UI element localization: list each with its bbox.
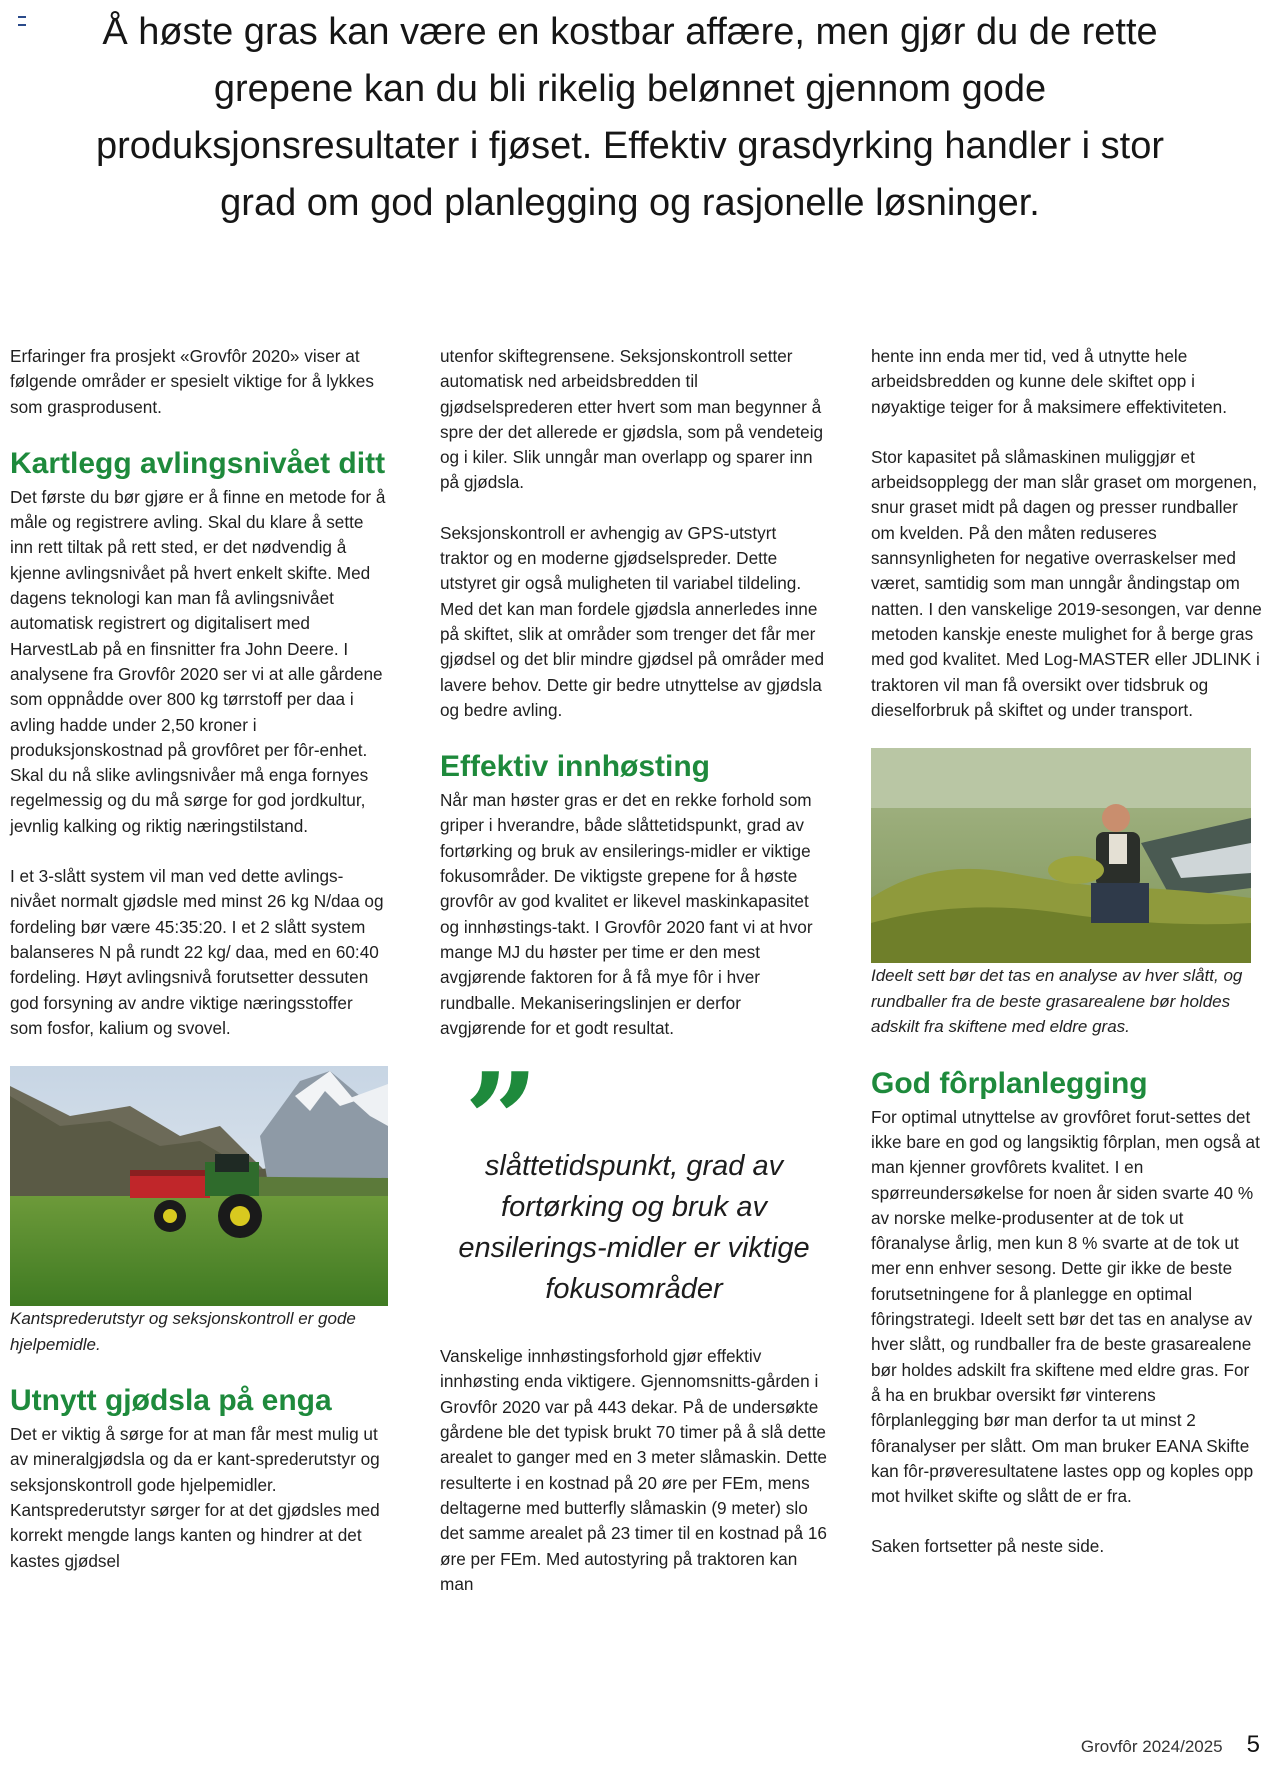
paragraph: Når man høster gras er det en rekke forhold som griper i hverandre, både slåttetidspunkt, grad av fortørking og bruk av ensilerings-midler er viktige fokusområder. De viktigste grepene for å høste grovfôr av god kvalitet er likevel maskinkapasitet og innhøstings-takt. I Grovfôr 2020 fant vi at hvor mange MJ du høster per time er den mest avgjørende faktoren for å få mye fôr i hver rundballe. Mekaniseringslinjen er derfor avgjørende for et godt resultat. — [440, 790, 813, 1038]
pull-quote-text: slåttetidspunkt, grad av fortørking og bruk av ensilerings-midler er viktige fokusområder — [458, 1150, 810, 1306]
intro-lead: Å høste gras kan være en kostbar affære, men gjør du de rette grepene kan du bli rikelig belønnet gjennom gode produksjonsresultater i fjøset. Effektiv grasdyrking handler i stor grad om god planlegging og rasjonelle løsninger. — [96, 11, 1164, 224]
paragraph: Stor kapasitet på slåmaskinen muliggjør et arbeidsopplegg der man slår graset om morgenen, snur graset midt på dagen og presser rundballer om kvelden. På den måten reduseres sannsynligheten for negative overraskelser med været, samtidig som man unngår åndingstap om natten. I den vanskelige 2019-sesongen, var denne metoden kanskje eneste mulighet for å berge gras med god kvalitet. Med Log-MASTER eller JDLINK i traktoren vil man få oversikt over tidsbruk og dieselforbruk på skiftet og under transport. — [871, 446, 1262, 720]
heading-gjodsla: Utnytt gjødsla på enga — [10, 1384, 332, 1418]
paragraph: Det er viktig å sørge for at man får mest mulig ut av mineralgjødsla og da er kant-sprederutstyr og seksjonskontroll gode hjelpemidler. Kantsprederutstyr sørger for at det gjødsles med korrekt mengde langs kanten og hindrer at det kastes gjødsel — [10, 1424, 380, 1571]
paragraph: Det første du bør gjøre er å finne en metode for å måle og registrere avling. Skal du klare å sette inn rett tiltak på rett sted, er det nødvendig å kjenne avlingsnivået på hvert enkelt skifte. Med dagens teknologi kan man få avlingsnivået automatisk registrert og digitalisert med HarvestLab på en finsnitter fra John Deere. I analysene fra Grovfôr 2020 ser vi at alle gårdene som oppnådde over 800 kg tørrstoff per daa i avling hadde under 2,50 kroner i produksjonskostnad på grovfôret per fôr-enhet. Skal du nå slike avlingsnivåer må enga fornyes regelmessig og du må sørge for god jordkultur, jevnlig kalking og riktig næringstilstand. — [10, 486, 386, 836]
paragraph: I et 3-slått system vil man ved dette avlings-nivået normalt gjødsle med minst 26 kg N/daa og fordeling bør være 45:35:20. I et 2 slått system balanseres N på rundt 22 kg/ daa, med en 60:40 fordeling. Høyt avlingsnivå forutsetter dessuten god forsyning av andre viktige næringsstoffer som fosfor, kalium og svovel. — [10, 866, 384, 1038]
intro-paragraph: Erfaringer fra prosjekt «Grovfôr 2020» viser at følgende områder er spesielt viktige for å lykkes som grasprodusent. — [10, 346, 374, 417]
tractor-spreader-photo — [10, 1066, 388, 1306]
column-2 — [440, 344, 828, 1597]
column-3 — [871, 344, 1263, 1560]
paragraph: Seksjonskontroll er avhengig av GPS-utstyrt traktor og en moderne gjødselspreder. Dette utstyret gir også muligheten til variabel tildeling. Med det kan man fordele gjødsla annerledes inne på skiftet, slik at områder som trenger det får mer gjødsel og det blir mindre gjødsel på områder med lavere behov. Dette gir bedre utnyttelse av gjødsla og bedre avling. — [440, 522, 825, 720]
paragraph: hente inn enda mer tid, ved å utnytte hele arbeidsbredden og kunne dele skiftet opp i nøyaktige teiger for å maksimere effektiviteten. — [871, 346, 1228, 417]
heading-innhosting: Effektiv innhøsting — [440, 750, 710, 784]
paragraph: utenfor skiftegrensene. Seksjonskontroll setter automatisk ned arbeidsbredden til gjødselsprederen etter hvert som man begynner å spre der det allerede er gjødsla, som på vendeteig og i kiler. Slik unngår man overlapp og sparer inn på gjødsla. — [440, 346, 824, 493]
quote-mark-icon: ” — [464, 1044, 529, 1198]
photo-caption: Kantsprederutstyr og seksjonskontroll er gode hjelpemidle. — [10, 1309, 356, 1354]
continued-note: Saken fortsetter på neste side. — [871, 1536, 1105, 1557]
farmer-silage-image — [871, 748, 1251, 963]
publication-name: Grovfôr 2024/2025 — [1080, 1737, 1223, 1756]
paragraph: For optimal utnyttelse av grovfôret forut-settes det ikke bare en god og langsiktig fôrplan, men også at man kjenner grovfôrets kvalitet. I en spørreundersøkelse for noen år siden svarte 40 % av norske melke-produsenter at de tok ut fôranalyse årlig, men kun 8 % svarte at de tok ut mer enn enhver sesong. Dette gir ikke de beste forutsetningene for å planlegge en optimal fôringstrategi. Ideelt sett bør det tas en analyse av hver slått, og rundballer fra de beste grasarealene bør holdes adskilt fra skiftene med eldre gras. For å ha en brukbar oversikt før vinterens fôrplanlegging bør man derfor ta ut minst 2 fôranalyser per slått. Om man bruker EANA Skifte kan fôr-prøveresultatene lastes opp og koples opp mot hvilket skifte og slått de er fra. — [871, 1106, 1260, 1507]
page-footer — [1081, 1731, 1260, 1759]
paragraph: Vanskelige innhøstingsforhold gjør effektiv innhøsting enda viktigere. Gjennomsnitts-gården i Grovfôr 2020 var på 443 dekar. På de undersøkte gårdene ble det typisk brukt 70 timer på å slå dette arealet to ganger med en 3 meter slåmaskin. Dette resulterte i en kostnad på 20 øre per FEm, mens deltagerne med butterfly slåmaskin (9 meter) slo det samme arealet på 23 timer til en kostnad på 16 øre per FEm. Med autostyring på traktoren kan man — [440, 1346, 827, 1594]
corner-mark — [18, 16, 26, 26]
heading-kartlegg: Kartlegg avlingsnivået ditt — [10, 446, 386, 480]
farmer-silage-photo — [871, 748, 1251, 963]
pull-quote — [440, 1044, 828, 1310]
page-number: 5 — [1246, 1731, 1260, 1758]
heading-forplanlegging: God fôrplanlegging — [871, 1066, 1148, 1100]
column-1 — [10, 344, 388, 1574]
photo-caption: Ideelt sett bør det tas en analyse av hver slått, og rundballer fra de beste grasarealene bør holdes adskilt fra skiftene med eldre gras. — [871, 966, 1243, 1037]
tractor-spreader-image — [10, 1066, 388, 1306]
